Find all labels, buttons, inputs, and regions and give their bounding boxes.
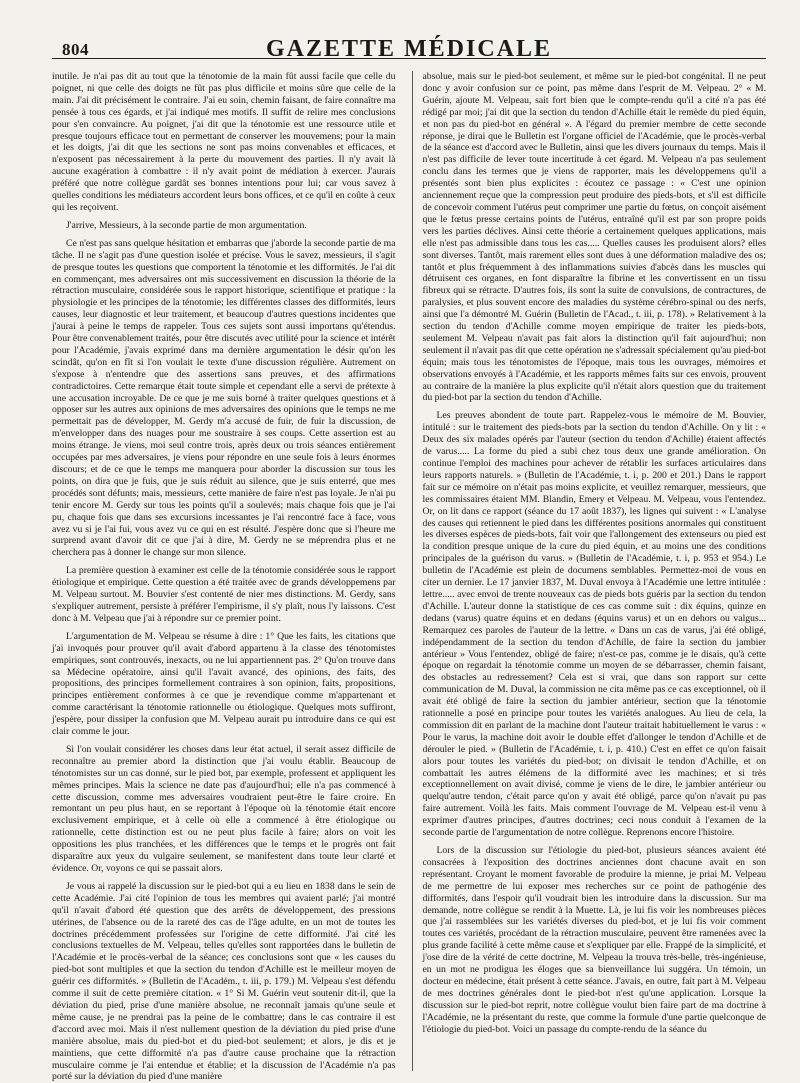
journal-title: GAZETTE MÉDICALE bbox=[265, 36, 553, 62]
paragraph: La première question à examiner est celle de la ténotomie considérée sous le rapport étiologique et empirique. Cette question a été traitée avec de grands développemens par M. Velpeau surtout. M. Bouvier s'est contenté de nier mes distinctions. M. Gerdy, sans s'expliquer autrement, persiste à préférer l'empirisme, il s'y plaît, nous l'y laissons. C'est donc à M. Velpeau que j'ai à répondre sur ce premier point. bbox=[52, 565, 396, 624]
paragraph: absolue, mais sur le pied-bot seulement, et même sur le pied-bot congénital. Il ne peut donc y avoir confusion sur ce point, pas même dans l'esprit de M. Velpeau. 2° « M. Guérin, ajoute M. Velpeau, sait fort bien que le compte-rendu qu'il a cité n'a pas été rédigé par moi; j'ai dit que la section du tendon d'Achille était le remède du pied équin, et non pas du pied-bot en général ». A l'égard du premier membre de cette seconde réponse, je dirai que le Bulletin est l'organe officiel de l'Académie, que le procès-verbal de la séance est d'accord avec le Bulletin, ainsi que les divers journaux du temps. Mais il n'est pas difficile de lever toute incertitude à cet égard. M. Velpeau n'a pas seulement conclu dans les termes que je viens de rapporter, mais les développemens qu'il a présentés sont bien plus explicites : écoutez ce passage : « C'est une opinion anciennement reçue que la compression peut produire des pieds-bots, et s'il est difficile de concevoir comment l'utérus peut comprimer une partie du fœtus, on conçoit aisément que le fœtus presse certains points de l'utérus, entraîné qu'il est par son propre poids vers les parties déclives. Ainsi cette théorie a certainement quelques applications, mais elle n'est pas admissible dans tous les cas..... Quelles causes les produisent alors? elles sont diverses. Tantôt, mais rarement elles sont dues à une déformation maladive des os; tantôt et plus fréquemment à des inflammations suivies d'abcès dans les muscles qui détruisent ces organes, en font disparaître la fibrine et les convertissent en un tissu fibreux qui se rétracte. D'autres fois, ils sont la suite de convulsions, de contractures, de paralysies, et plus souvent encore des maladies du système cérébro-spinal ou des nerfs, ainsi que l'a démontré M. Guérin (Bulletin de l'Acad., t. iii, p. 178). » Relativement à la section du tendon d'Achille comme moyen empirique de traiter les pieds-bots, seulement M. Velpeau n'avait pas fait alors la distinction qu'il fait aujourd'hui; non seulement il n'avait pas dit que cette opération ne s'adressait spécialement qu'au pied-bot équin; mais tous les ténotomistes de l'époque, mais tous les ouvrages, mémoires et observations envoyés à l'Académie, et les rapports mêmes faits sur ces envois, prouvent au contraire de la manière la plus explicite qu'il n'était alors question que du traitement du pied-bot par la section du tendon d'Achille. bbox=[422, 71, 766, 404]
paragraph: J'arrive, Messieurs, à la seconde partie de mon argumentation. bbox=[66, 219, 307, 231]
paragraph: L'argumentation de M. Velpeau se résume à dire : 1° Que les faits, les citations que j'ai invoqués pour prouver qu'il avait d'abord appartenu à la classe des ténotomistes empiriques, sont controuvés, inexacts, ou ne lui appartiennent pas. 2° Qu'on trouve dans sa Médecine opératoire, ainsi qu'il l'avait avancé, des opinions, des faits, des propositions, des principes formellement contraires à son opinion, faits, propositions, principes entièrement conformes à ce que je revendique comme m'appartenant et comme caractérisant la ténotomie rationnelle ou étiologique. Quelques mots suffiront, j'espère, pour dissiper la confusion que M. Velpeau aurait pu introduire dans ce qui est clair comme le jour. bbox=[52, 630, 396, 738]
page-number: 804 bbox=[62, 40, 89, 59]
paragraph: Lors de la discussion sur l'étiologie du pied-bot, plusieurs séances avaient été consacrées à l'exposition des doctrines anciennes dont chacune avait en son représentant. Croyant le moment favorable de produire la mienne, je priai M. Velpeau de me permettre de lui exposer mes recherches sur ce point de pathogénie des difformités, dans l'espoir qu'il voudrait bien les introduire dans la discussion. Sur ma demande, notre collègue se rendit à la Muette. Là, je lui fis voir les nombreuses pièces que j'ai rassemblées sur les variétés diverses du pied-bot, et je lui fis voir comment toutes ces variétés, procédant de la rétraction musculaire, peuvent être ramenées avec la plus grande facilité à cette même cause et s'expliquer par elle. Frappé de la simplicité, et j'ose dire de la vérité de cette doctrine, M. Velpeau la trouva très-belle, très-ingénieuse, en un mot ne prodigua les éloges que sa bienveillance lui suggéra. Un témoin, un docteur en médecine, était présent à cette séance. J'avais, en outre, fait part à M. Velpeau de mes doctrines générales dont le pied-bot n'est qu'une application. Lorsque la discussion sur le pied-bot reprit, notre collègue voulut bien faire part de ma doctrine à l'Académie, ne la présentant du reste, que comme la formule d'une partie quelconque de l'étiologie du pied-bot. Voici un passage du compte-rendu de la séance du bbox=[422, 845, 766, 1035]
paragraph: Je vous ai rappelé la discussion sur le pied-bot qui a eu lieu en 1838 dans le sein de cette Académie. J'ai cité l'opinion de tous les membres qui avaient parlé; j'ai montré qu'il n'avait d'abord été question que des arrêts de développement, des pressions utérines, de l'absence ou de la rareté des cas de l'âge adulte, en un mot de toutes les doctrines précédemment professées sur l'origine de cette difformité. J'ai cité les conclusions textuelles de M. Velpeau, telles qu'elles sont rapportées dans le bulletin de l'Académie et le procès-verbal de la séance; ces conclusions sont que « les causes du pied-bot sont multiples et que la section du tendon d'Achille est le meilleur moyen de guérir ces difformités. » (Bulletin de l'Académ., t. iii, p. 179.) M. Velpeau s'est défendu comme il suit de cette première citation. « 1° Si M. Guérin veut soutenir dit-il, que la déviation du pied, prise d'une manière absolue, ne reconnaît jamais qu'une seule et même cause, je ne prendrai pas la peine de le combattre; dans le cas contraire il est d'accord avec moi. Mais il n'est nullement question de la déviation du pied prise d'une manière absolue, mais du pied-bot et du pied-bot seulement; et alors, je dis et je maintiens, que cette difformité n'a pas d'autre cause prochaine que la rétraction musculaire comme je l'ai entendue et établie; et la discussion de l'Académie n'a pas porté sur la déviation du pied d'une manière bbox=[52, 880, 396, 1083]
paragraph: Ce n'est pas sans quelque hésitation et embarras que j'aborde la seconde partie de ma tâche. Il ne s'agit pas d'une question isolée et précise. Vous le savez, messieurs, il s'agit de presque toutes les questions que comportent la ténotomie et les difformités. Je l'ai dit en commençant, mes adversaires ont mis successivement en discussion la théorie de la rétraction musculaire, considérée sous le rapport historique, scientifique et pratique : la physiologie et les principes de la ténotomie; les différentes classes des difformités, leurs causes, leur diagnostic et leur traitement, et beaucoup d'autres questions incidentes que j'aurai à peine le temps de rappeler. Tous ces sujets sont aussi importans qu'étendus. Pour être convenablement traités, pour être discutés avec utilité pour la science et intérêt pour l'Académie, j'avais exprimé dans ma dernière argumentation le désir qu'on les scindât, qu'on en fît si l'on voulait le texte d'une discussion régulière. Autrement on s'expose à n'entendre que des assertions sans preuves, et des affirmations contradictoires. Cette remarque était toute simple et cependant elle a servi de prétexte à une accusation incroyable. De ce que je me suis borné à traiter quelques questions et à opposer sur les autres aux opinions de mes adversaires des opinions que le temps ne me permettait pas de développer, M. Gerdy m'a accusé de fuir, de fuir la discussion, de m'envelopper dans des nuages pour me soustraire à ses coups. Cette assertion est au moins étrange. Je viens, moi seul contre trois, après deux ou trois séances entièrement occupées par mes adversaires, je viens pour répondre en une seule fois à leurs énormes discours; et de ce que le temps me manquera pour aborder la discussion sur tous les points, on dira que je fuis, que je suis réduit au silence, que je suis enterré, que mes procédés sont défunts; mais, messieurs, cette manière de faire n'est pas loyale. Je n'ai pu tenir encore M. Gerdy sur tous les points qu'il a soulevés; mais chaque fois que je l'ai pu, chaque fois que dans ses excursions incessantes je l'ai rencontré face à face, vous avez vu si je l'ai fui, vous avez vu ce qui en est résulté. J'espère donc que si l'heure me surprend avant d'avoir dit ce que j'ai à dire, M. Gerdy ne se méprendra plus et ne cherchera pas à donner le change sur mon silence. bbox=[52, 237, 396, 559]
paragraph: Les preuves abondent de toute part. Rappelez-vous le mémoire de M. Bouvier, intitulé : sur le traitement des pieds-bots par la section du tendon d'Achille. On y lit : « Deux des six malades opérés par l'auteur (section du tendon d'Achille) étaient affectés de varus..... La forme du pied a subi chez tous deux une grande amélioration. On continue l'emploi des machines pour achever de rétablir les surfaces articulaires dans leurs rapports naturels. » (Bulletin de l'Académie, t. i, p. 200 et 201.) Dans le rapport fait sur ce mémoire on n'était pas moins explicite, et veuillez remarquer, messieurs, que les commissaires étaient MM. Blandin, Emery et Velpeau. M. Velpeau, vous l'entendez. Or, on lit dans ce rapport (séance du 17 août 1837), les lignes qui suivent : « L'analyse des causes qui retiennent le pied dans les différentes positions anormales qui constituent les diverses espèces de pieds-bots, fait voir que l'allongement des extenseurs ou pied est la condition presque unique de la cure du pied équin, et au moins une des conditions principales de la guérison du varus. » (Bulletin de l'Académie, t. i, p. 953 et 954.) Le bulletin de l'Académie est plein de documens semblables. Permettez-moi de vous en citer un dernier. Le 17 janvier 1837, M. Duval envoya à l'Académie une lettre intitulée : lettre..... avec envoi de trente nouveaux cas de pieds bots guéris par la section du tendon d'Achille. L'auteur donne la statistique de ces cas comme suit : dix équins, quinze en dedans (varus) quatre équins et en dedans (équins varus) et un en dehors ou valgus... Remarquez ces paroles de l'auteur de la lettre. « Dans un cas de varus, j'ai été obligé, indépendamment de la section du tendon d'Achille, de faire la section du jambier antérieur » Vous l'entendez, obligé de faire; n'est-ce pas, comme je le disais, qu'à cette époque on regardait la ténotomie comme un moyen de se débarrasser, chemin faisant, des obstacles au redressement? Cela est si vrai, que dans son rapport sur cette communication de M. Duval, la commission ne cita même pas ce cas exceptionnel, où il avait été obligé de faire la section du jambier antérieur, section que la ténotomie rationnelle a posé en principe pour toutes les variétés analogues. Au lieu de cela, la commission dit en parlant de la machine dont l'auteur traitait habituellement le varus : « Pour le varus, la machine doit avoir le double effet d'allonger le tendon d'Achille et de dérouler le pied. » (Bulletin de l'Académie, t. i, p. 410.) C'est en effet ce qu'on faisait alors pour toutes les variétés du pied-bot; on divisait le tendon d'Achille, et on combattait les autres élémens de la difformité avec les machines; et si très exceptionnellement on avait divisé, comme je viens de le dire, le jambier antérieur ou quelqu'autre tendon, c'était parce qu'on y avait été obligé, parce qu'on n'avait pu pas faire autrement. Voilà les faits. Mais comment l'ouvrage de M. Velpeau est-il venu à exprimer d'autres principes, d'autres doctrines; ceci nous conduit à l'examen de la seconde partie de l'argumentation de notre collègue. Reprenons encore l'histoire. bbox=[422, 410, 766, 839]
right-column bbox=[412, 71, 767, 1071]
text-columns bbox=[52, 71, 766, 1083]
paragraph: inutile. Je n'ai pas dit au tout que la ténotomie de la main fût aussi facile que celle du poignet, ni que celle des doigts ne fût pas plus difficile et moins sûre que celle de la main. J'ai dit précisément le contraire. J'ai eu soin, chemin faisant, de faire connaître ma pensée à tous ces égards, et j'ai indiqué mes motifs. Il suffit de relire mes conclusions pour s'en convaincre. Au poignet, j'ai dit que la ténotomie est une ressource utile et presque toujours efficace tout en permettant de conserver les mouvemens; pour la main et les doigts, j'ai dit que les sections ne sont pas moins convenables et efficaces, et n'exposent pas nécessairement à la perte du mouvement des parties. Il n'y avait là aucune exagération à combattre : il n'y avait point de médiation à exercer. J'aurais préféré que notre collègue gardât ses bonnes intentions pour lui; car vous savez à quelles conditions les médiateurs accordent leurs bons offices, et ce qu'il en coûte à ceux qui les reçoivent. bbox=[52, 71, 396, 213]
left-column bbox=[52, 71, 398, 1083]
page-header bbox=[52, 18, 766, 62]
paragraph: Si l'on voulait considérer les choses dans leur état actuel, il serait assez difficile de reconnaître au premier abord la distinction que j'ai voulu établir. Beaucoup de ténotomistes sur un cas donné, sur le pied bot, par exemple, professent et appliquent les mêmes principes. Mais la science ne date pas d'aujourd'hui; elle n'a pas commencé à cette discussion, comme mes adversaires voudraient peut-être le faire croire. En remontant un peu plus haut, en se reportant à l'époque où la ténotomie était encore exclusivement empirique, et à celle où elle a commencé à être étiologique ou rationnelle, cette distinction est ou ne peut plus facile à faire; alors on voit les oppositions les plus tranchées, et les différences que le temps et le progrès ont fait disparaître aux yeux du vulgaire seulement, se manifestent dans toute leur clarté et évidence. Or, voyons ce qui se passait alors. bbox=[52, 743, 396, 874]
